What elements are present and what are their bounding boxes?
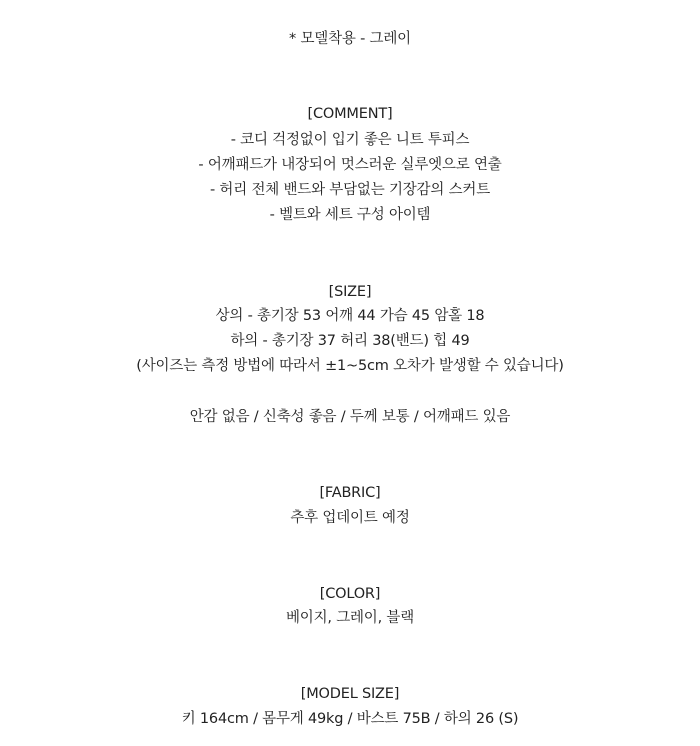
model-size-text: 키 164cm / 몸무게 49kg / 바스트 75B / 하의 26 (S) (181, 711, 519, 727)
size-heading: [SIZE] (328, 284, 372, 300)
comment-line: - 허리 전체 밴드와 부담없는 기장감의 스커트 (209, 182, 490, 198)
size-note: (사이즈는 측정 방법에 따라서 ±1~5cm 오차가 발생할 수 있습니다) (136, 358, 564, 374)
color-heading: [COLOR] (319, 586, 381, 602)
fabric-heading: [FABRIC] (319, 485, 381, 501)
fabric-text: 추후 업데이트 예정 (290, 510, 410, 526)
comment-line: - 코디 걱정없이 입기 좋은 니트 투피스 (230, 132, 470, 148)
color-text: 베이지, 그레이, 블랙 (285, 610, 415, 626)
size-line: 상의 - 총기장 53 어깨 44 가슴 45 암홀 18 (215, 308, 485, 324)
size-line: 하의 - 총기장 37 허리 38(밴드) 힙 49 (230, 333, 470, 349)
comment-heading: [COMMENT] (307, 106, 393, 122)
comment-line: - 어깨패드가 내장되어 멋스러운 실루엣으로 연출 (198, 157, 502, 173)
model-size-heading: [MODEL SIZE] (300, 686, 400, 702)
fit-details: 안감 없음 / 신축성 좋음 / 두께 보통 / 어깨패드 있음 (189, 409, 511, 425)
model-wearing-note: * 모델착용 - 그레이 (289, 31, 411, 47)
comment-line: - 벨트와 세트 구성 아이템 (269, 207, 431, 223)
